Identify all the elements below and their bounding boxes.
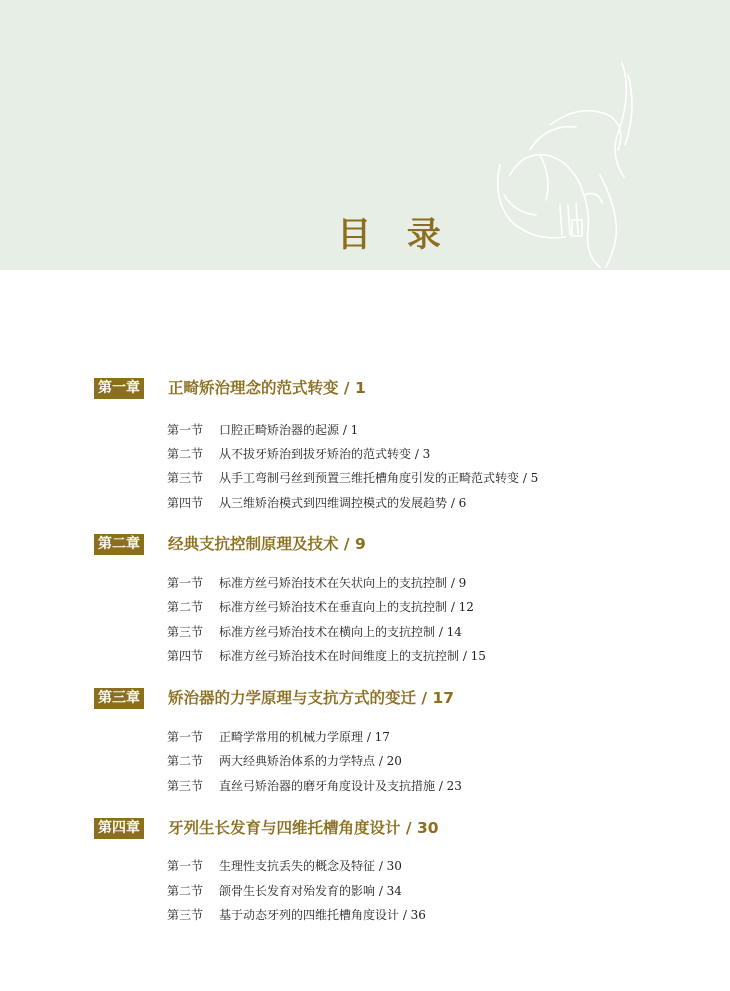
toc-entry[interactable] <box>167 728 687 746</box>
section-number: 第一节 <box>167 576 204 590</box>
chapter-3-heading[interactable] <box>94 688 694 710</box>
toc-entry[interactable] <box>167 574 687 592</box>
section-number: 第二节 <box>167 447 204 461</box>
page-title: 目 录 <box>337 215 453 255</box>
section-title: 生理性支抗丢失的概念及特征 / 30 <box>219 859 402 873</box>
chapter-label: 第三章 <box>94 688 144 709</box>
toc-entry[interactable] <box>167 421 687 439</box>
section-number: 第三节 <box>167 471 204 485</box>
chapter-label: 第四章 <box>94 818 144 839</box>
chapter-label: 第一章 <box>94 378 144 399</box>
toc-entry[interactable] <box>167 857 687 875</box>
section-title: 标准方丝弓矫治技术在垂直向上的支抗控制 / 12 <box>219 600 474 614</box>
section-title: 标准方丝弓矫治技术在矢状向上的支抗控制 / 9 <box>219 576 467 590</box>
toc-entry[interactable] <box>167 469 687 487</box>
chapter-title: 矫治器的力学原理与支抗方式的变迁 / 17 <box>168 689 455 707</box>
section-title: 基于动态牙列的四维托槽角度设计 / 36 <box>219 908 426 922</box>
section-number: 第四节 <box>167 496 204 510</box>
section-title: 从手工弯制弓丝到预置三维托槽角度引发的正畸范式转变 / 5 <box>219 471 539 485</box>
section-title: 口腔正畸矫治器的起源 / 1 <box>219 423 359 437</box>
toc-entry[interactable] <box>167 882 687 900</box>
section-title: 标准方丝弓矫治技术在横向上的支抗控制 / 14 <box>219 625 462 639</box>
section-title: 颌骨生长发育对殆发育的影响 / 34 <box>219 884 402 898</box>
section-number: 第三节 <box>167 625 204 639</box>
section-title: 从不拔牙矫治到拔牙矫治的范式转变 / 3 <box>219 447 431 461</box>
section-number: 第二节 <box>167 754 204 768</box>
chapter-label: 第二章 <box>94 534 144 555</box>
chapter-title: 正畸矫治理念的范式转变 / 1 <box>168 379 366 397</box>
section-number: 第一节 <box>167 859 204 873</box>
section-title: 两大经典矫治体系的力学特点 / 20 <box>219 754 402 768</box>
section-number: 第一节 <box>167 730 204 744</box>
section-title: 从三维矫治模式到四维调控模式的发展趋势 / 6 <box>219 496 467 510</box>
section-title: 正畸学常用的机械力学原理 / 17 <box>219 730 390 744</box>
toc-entry[interactable] <box>167 906 687 924</box>
toc-entry[interactable] <box>167 623 687 641</box>
chapter-1-heading[interactable] <box>94 378 694 400</box>
section-number: 第四节 <box>167 649 204 663</box>
toc-entry[interactable] <box>167 752 687 770</box>
section-title: 直丝弓矫治器的磨牙角度设计及支抗措施 / 23 <box>219 779 462 793</box>
toc-entry[interactable] <box>167 445 687 463</box>
section-number: 第三节 <box>167 779 204 793</box>
section-number: 第一节 <box>167 423 204 437</box>
chapter-title: 经典支抗控制原理及技术 / 9 <box>168 535 366 553</box>
toc-entry[interactable] <box>167 494 687 512</box>
chapter-2-heading[interactable] <box>94 534 694 556</box>
section-number: 第三节 <box>167 908 204 922</box>
toc-entry[interactable] <box>167 777 687 795</box>
toc-entry[interactable] <box>167 647 687 665</box>
section-number: 第二节 <box>167 884 204 898</box>
chapter-title: 牙列生长发育与四维托槽角度设计 / 30 <box>168 819 439 837</box>
chapter-4-heading[interactable] <box>94 818 694 840</box>
section-title: 标准方丝弓矫治技术在时间维度上的支抗控制 / 15 <box>219 649 486 663</box>
toc-entry[interactable] <box>167 598 687 616</box>
section-number: 第二节 <box>167 600 204 614</box>
